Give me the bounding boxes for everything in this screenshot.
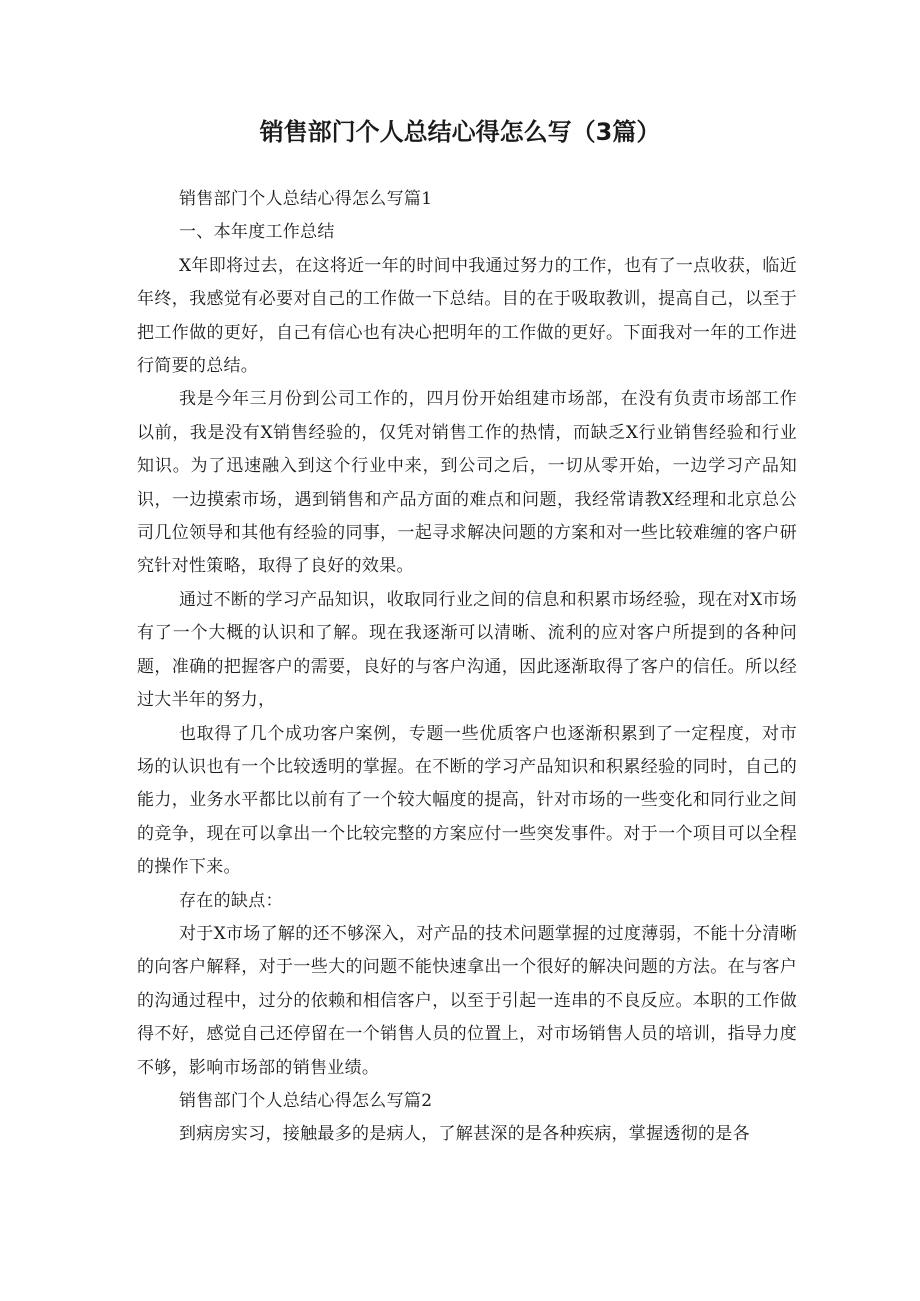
body-paragraph: 通过不断的学习产品知识，收取同行业之间的信息和积累市场经验，现在对X市场有了一个大概的认识和了解。现在我逐渐可以清晰、流利的应对客户所提到的各种问题，准确的把握客户的需要，良好的与客户沟通，因此逐渐取得了客户的信任。所以经过大半年的努力， xyxy=(137,589,797,711)
body-paragraph: 到病房实习，接触最多的是病人，了解甚深的是各种疾病，掌握透彻的是各 xyxy=(179,1124,750,1145)
body-paragraph: 对于X市场了解的还不够深入，对产品的技术问题掌握的过度薄弱，不能十分清晰的向客户解释，对于一些大的问题不能快速拿出一个很好的解决问题的方法。在与客户的沟通过程中，过分的依赖和相信客户，以至于引起一连串的不良反应。本职的工作做得不好，感觉自己还停留在一个销售人员的位置上，对市场销售人员的培训，指导力度不够，影响市场部的销售业绩。 xyxy=(137,923,797,1078)
body-paragraph: 我是今年三月份到公司工作的，四月份开始组建市场部，在没有负责市场部工作以前，我是没有X销售经验的，仅凭对销售工作的热情，而缺乏X行业销售经验和行业知识。为了迅速融入到这个行业中来，到公司之后，一切从零开始，一边学习产品知识，一边摸索市场，遇到销售和产品方面的难点和问题，我经常请教X经理和北京总公司几位领导和其他有经验的同事，一起寻求解决问题的方案和对一些比较难缠的客户研究针对性策略，取得了良好的效果。 xyxy=(137,389,797,577)
body-paragraph: X年即将过去，在这将近一年的时间中我通过努力的工作，也有了一点收获，临近年终，我感觉有必要对自己的工作做一下总结。目的在于吸取教训，提高自己，以至于把工作做的更好，自己有信心也有决心把明年的工作做的更好。下面我对一年的工作进行简要的总结。 xyxy=(137,255,797,377)
section-heading-2: 销售部门个人总结心得怎么写篇2 xyxy=(179,1090,433,1111)
document-title: 销售部门个人总结心得怎么写（3篇） xyxy=(259,118,661,146)
body-paragraph: 也取得了几个成功客户案例，专题一些优质客户也逐渐积累到了一定程度，对市场的认识也有一个比较透明的掌握。在不断的学习产品知识和积累经验的同时，自己的能力，业务水平都比以前有了一个较大幅度的提高，针对市场的一些变化和同行业之间的竞争，现在可以拿出一个比较完整的方案应付一些突发事件。对于一个项目可以全程的操作下来。 xyxy=(137,723,797,878)
shortcomings-heading: 存在的缺点： xyxy=(179,890,283,911)
subsection-heading: 一、本年度工作总结 xyxy=(179,222,335,243)
section-heading-1: 销售部门个人总结心得怎么写篇1 xyxy=(179,189,433,209)
document-body xyxy=(137,183,797,1152)
